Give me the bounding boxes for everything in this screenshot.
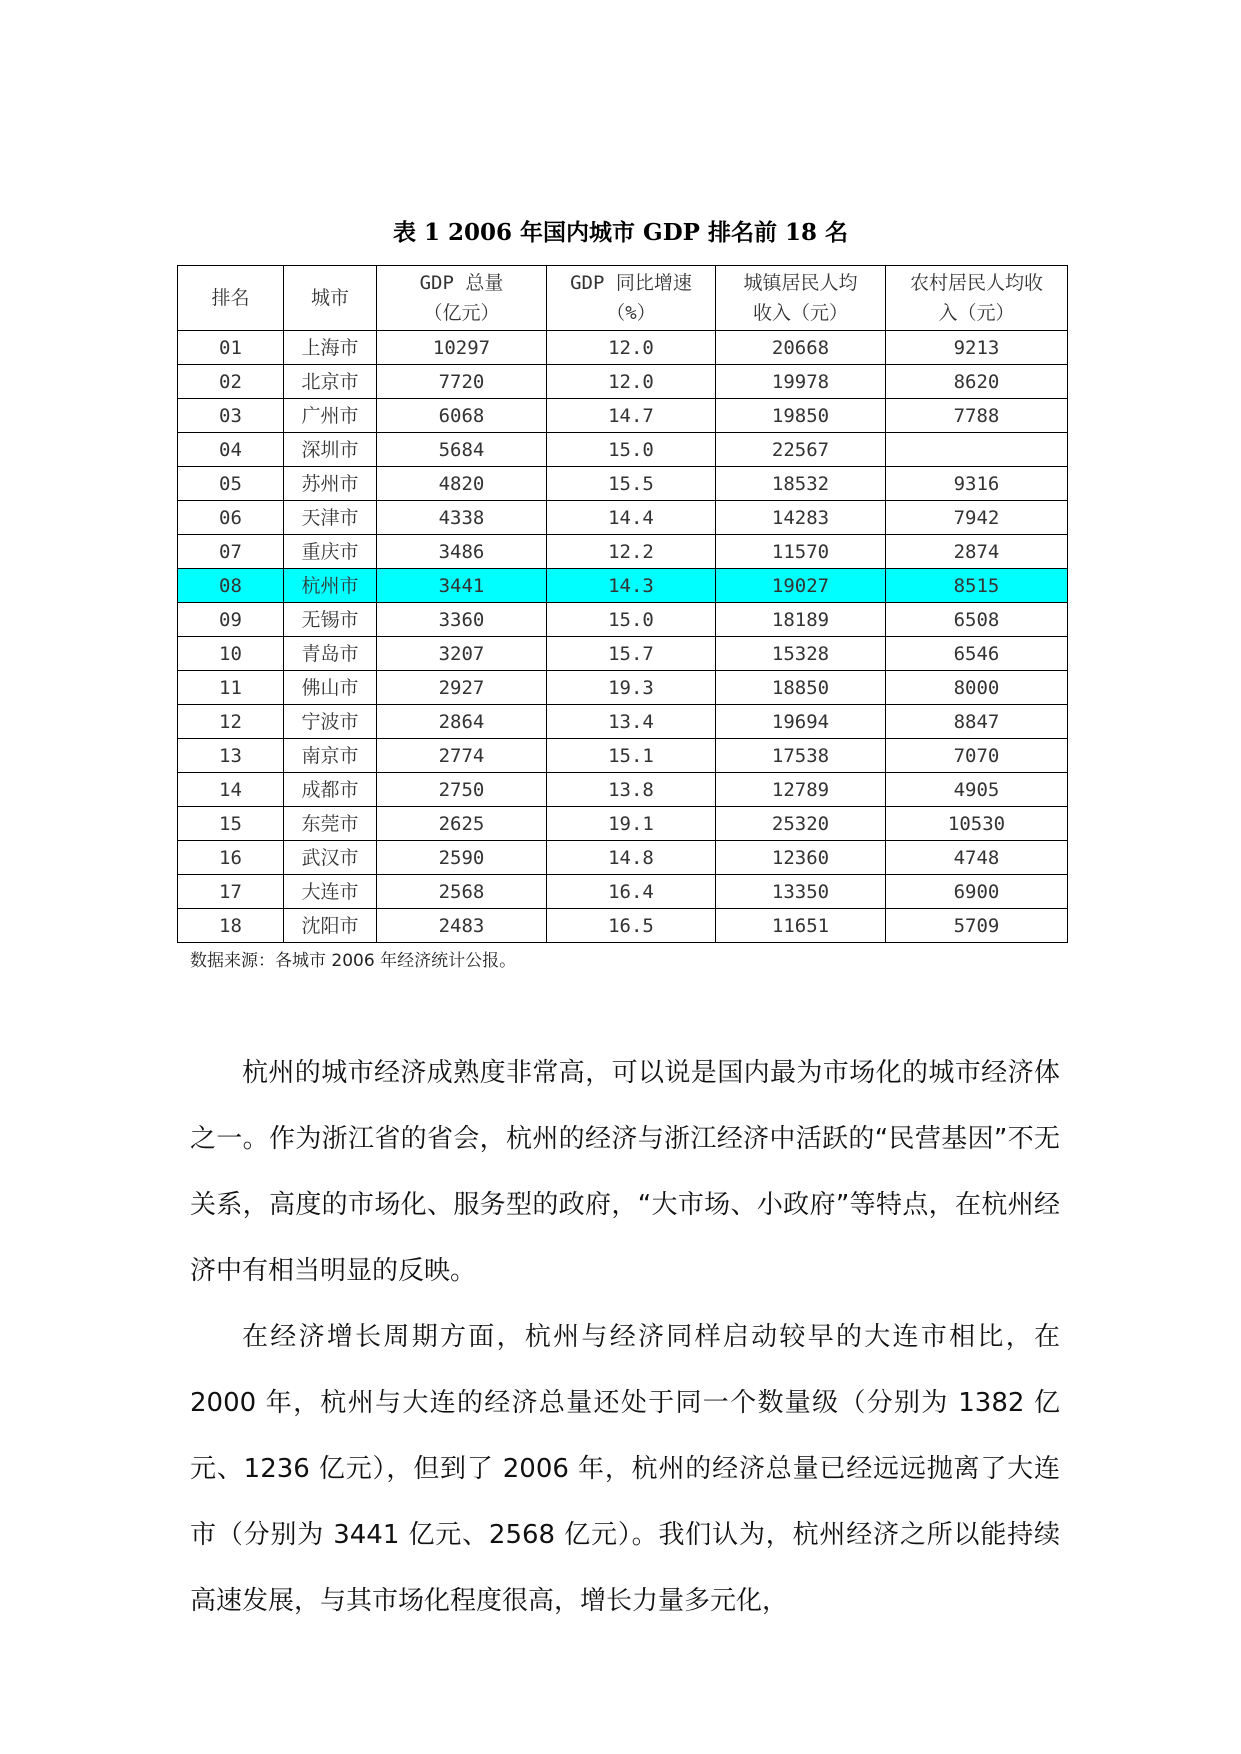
table-row: [178, 705, 1068, 739]
cell-rank: 07: [178, 535, 284, 569]
cell-gdp-total: 4338: [377, 501, 547, 535]
header-rural-income: 农村居民人均收 入（元）: [886, 266, 1068, 331]
cell-rural-income: 7788: [886, 399, 1068, 433]
cell-rural-income: 2874: [886, 535, 1068, 569]
cell-gdp-growth: 12.0: [547, 365, 716, 399]
cell-gdp-growth: 14.8: [547, 841, 716, 875]
cell-urban-income: 18850: [716, 671, 886, 705]
cell-city: 大连市: [284, 875, 377, 909]
cell-rank: 06: [178, 501, 284, 535]
table-row: [178, 875, 1068, 909]
table-row: [178, 365, 1068, 399]
cell-gdp-growth: 15.7: [547, 637, 716, 671]
cell-urban-income: 20668: [716, 331, 886, 365]
table-body: [178, 331, 1068, 943]
cell-rural-income: 7942: [886, 501, 1068, 535]
cell-gdp-total: 10297: [377, 331, 547, 365]
cell-rank: 05: [178, 467, 284, 501]
cell-gdp-total: 3207: [377, 637, 547, 671]
cell-gdp-growth: 15.1: [547, 739, 716, 773]
cell-gdp-growth: 15.0: [547, 603, 716, 637]
cell-rural-income: 8620: [886, 365, 1068, 399]
cell-gdp-total: 7720: [377, 365, 547, 399]
header-gdp-total: GDP 总量 （亿元）: [377, 266, 547, 331]
cell-rural-income: 7070: [886, 739, 1068, 773]
cell-rank: 18: [178, 909, 284, 943]
body-text: [190, 1040, 1060, 1634]
cell-city: 广州市: [284, 399, 377, 433]
cell-rank: 03: [178, 399, 284, 433]
cell-gdp-growth: 12.2: [547, 535, 716, 569]
cell-gdp-total: 2625: [377, 807, 547, 841]
table-row: [178, 909, 1068, 943]
cell-urban-income: 18532: [716, 467, 886, 501]
cell-urban-income: 18189: [716, 603, 886, 637]
cell-gdp-growth: 19.1: [547, 807, 716, 841]
table-row: [178, 603, 1068, 637]
cell-gdp-growth: 15.5: [547, 467, 716, 501]
cell-city: 天津市: [284, 501, 377, 535]
table-row: [178, 739, 1068, 773]
cell-gdp-total: 2590: [377, 841, 547, 875]
cell-rank: 01: [178, 331, 284, 365]
cell-gdp-growth: 19.3: [547, 671, 716, 705]
cell-rank: 12: [178, 705, 284, 739]
header-rank: 排名: [178, 266, 284, 331]
cell-gdp-total: 3486: [377, 535, 547, 569]
cell-urban-income: 12789: [716, 773, 886, 807]
cell-gdp-total: 2568: [377, 875, 547, 909]
cell-city: 北京市: [284, 365, 377, 399]
table-header-row: [178, 266, 1068, 331]
cell-urban-income: 19850: [716, 399, 886, 433]
table-row: [178, 671, 1068, 705]
cell-city: 沈阳市: [284, 909, 377, 943]
cell-gdp-growth: 14.3: [547, 569, 716, 603]
cell-gdp-growth: 14.7: [547, 399, 716, 433]
header-urban-income: 城镇居民人均 收入（元）: [716, 266, 886, 331]
table-row: [178, 399, 1068, 433]
cell-urban-income: 13350: [716, 875, 886, 909]
table-row: [178, 535, 1068, 569]
cell-rank: 10: [178, 637, 284, 671]
cell-urban-income: 19978: [716, 365, 886, 399]
cell-rural-income: 4748: [886, 841, 1068, 875]
cell-urban-income: 19694: [716, 705, 886, 739]
cell-gdp-growth: 13.4: [547, 705, 716, 739]
cell-gdp-total: 2483: [377, 909, 547, 943]
cell-city: 南京市: [284, 739, 377, 773]
table-row: [178, 501, 1068, 535]
paragraph: 在经济增长周期方面，杭州与经济同样启动较早的大连市相比，在 2000 年，杭州与大连的经济总量还处于同一个数量级（分别为 1382 亿元、1236 亿元），但到了 2006 年，杭州的经济总量已经远远抛离了大连市（分别为 3441 亿元、2568 亿元）。我们认为，杭州经济之所以能持续高速发展，与其市场化程度很高，增长力量多元化，: [190, 1322, 1060, 1616]
source-note: 数据来源：各城市 2006 年经济统计公报。: [190, 951, 517, 971]
table-row: [178, 331, 1068, 365]
cell-city: 无锡市: [284, 603, 377, 637]
cell-city: 武汉市: [284, 841, 377, 875]
table-row: [178, 637, 1068, 671]
header-city: 城市: [284, 266, 377, 331]
table-row: [178, 467, 1068, 501]
table-row: [178, 773, 1068, 807]
cell-urban-income: 14283: [716, 501, 886, 535]
cell-urban-income: 11570: [716, 535, 886, 569]
cell-gdp-total: 2750: [377, 773, 547, 807]
cell-city: 上海市: [284, 331, 377, 365]
cell-urban-income: 22567: [716, 433, 886, 467]
cell-gdp-growth: 16.4: [547, 875, 716, 909]
cell-urban-income: 17538: [716, 739, 886, 773]
cell-rank: 02: [178, 365, 284, 399]
cell-gdp-total: 2927: [377, 671, 547, 705]
cell-rural-income: 9213: [886, 331, 1068, 365]
cell-gdp-total: 6068: [377, 399, 547, 433]
cell-urban-income: 15328: [716, 637, 886, 671]
gdp-ranking-table: [177, 265, 1068, 943]
cell-urban-income: 12360: [716, 841, 886, 875]
table-row: [178, 433, 1068, 467]
cell-city: 深圳市: [284, 433, 377, 467]
cell-urban-income: 25320: [716, 807, 886, 841]
cell-city: 佛山市: [284, 671, 377, 705]
cell-rural-income: 5709: [886, 909, 1068, 943]
cell-gdp-total: 4820: [377, 467, 547, 501]
cell-rural-income: 10530: [886, 807, 1068, 841]
cell-city: 杭州市: [284, 569, 377, 603]
cell-rank: 08: [178, 569, 284, 603]
cell-city: 重庆市: [284, 535, 377, 569]
header-gdp-growth: GDP 同比增速 （%）: [547, 266, 716, 331]
cell-gdp-growth: 14.4: [547, 501, 716, 535]
cell-rural-income: [886, 433, 1068, 467]
cell-rank: 14: [178, 773, 284, 807]
cell-city: 苏州市: [284, 467, 377, 501]
cell-rank: 13: [178, 739, 284, 773]
cell-rural-income: 8000: [886, 671, 1068, 705]
cell-gdp-total: 5684: [377, 433, 547, 467]
cell-rank: 11: [178, 671, 284, 705]
cell-gdp-total: 2864: [377, 705, 547, 739]
cell-gdp-growth: 12.0: [547, 331, 716, 365]
cell-city: 宁波市: [284, 705, 377, 739]
cell-city: 青岛市: [284, 637, 377, 671]
table-row: [178, 841, 1068, 875]
cell-gdp-growth: 16.5: [547, 909, 716, 943]
cell-gdp-total: 3360: [377, 603, 547, 637]
table-caption: 表 1 2006 年国内城市 GDP 排名前 18 名: [393, 219, 848, 246]
cell-rural-income: 9316: [886, 467, 1068, 501]
cell-city: 成都市: [284, 773, 377, 807]
cell-rank: 04: [178, 433, 284, 467]
cell-rural-income: 8847: [886, 705, 1068, 739]
cell-rural-income: 6900: [886, 875, 1068, 909]
cell-rural-income: 6508: [886, 603, 1068, 637]
cell-gdp-growth: 15.0: [547, 433, 716, 467]
cell-gdp-total: 3441: [377, 569, 547, 603]
cell-gdp-total: 2774: [377, 739, 547, 773]
cell-gdp-growth: 13.8: [547, 773, 716, 807]
cell-rural-income: 8515: [886, 569, 1068, 603]
table-row: [178, 807, 1068, 841]
cell-rural-income: 4905: [886, 773, 1068, 807]
cell-rank: 17: [178, 875, 284, 909]
cell-rural-income: 6546: [886, 637, 1068, 671]
table-row: [178, 569, 1068, 603]
paragraph: 杭州的城市经济成熟度非常高，可以说是国内最为市场化的城市经济体之一。作为浙江省的省会，杭州的经济与浙江经济中活跃的“民营基因”不无关系，高度的市场化、服务型的政府，“大市场、小政府”等特点，在杭州经济中有相当明显的反映。: [190, 1058, 1060, 1286]
cell-urban-income: 11651: [716, 909, 886, 943]
cell-urban-income: 19027: [716, 569, 886, 603]
cell-city: 东莞市: [284, 807, 377, 841]
cell-rank: 15: [178, 807, 284, 841]
cell-rank: 09: [178, 603, 284, 637]
cell-rank: 16: [178, 841, 284, 875]
